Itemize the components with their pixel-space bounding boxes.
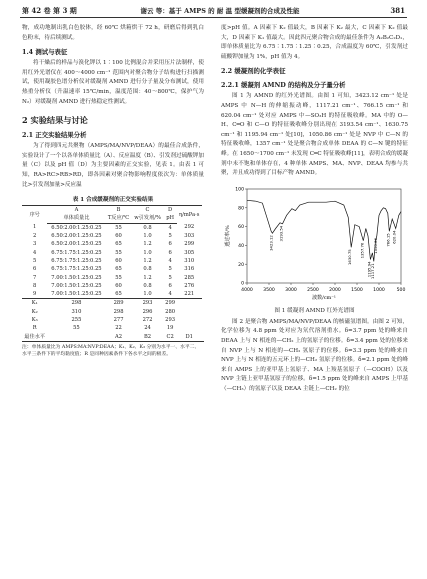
orthogonal-table [22,205,204,342]
table-cell: 6 [168,241,172,248]
peak-label: 3193.54 [278,225,284,242]
table-cell: 1.0 [143,233,152,240]
y-tick-label: 0 [241,281,244,287]
continued-paragraph: 度>pH 值。A 因素下 K₂ 值最大，B 因素下 K₂ 最大，C 因素下 K₂ 值最大，D 因素下 K₁ 值最大。因此四元聚合物合成的最佳条件为 A₂B₂C₂D₁，即单体质量比为 6.75∶1.75∶1.25∶0.25，合成温度为 60℃，引发剂过硫酸钾加量为 1%，pH 值为 4。 [221,25,408,60]
table-cell: 4 [168,291,172,298]
table-cell: 0.8 [143,282,152,289]
y-tick-label: 20 [238,262,244,268]
col-header-c: C [132,206,164,215]
table-cell: K₂ [31,308,38,315]
table-row [22,265,204,273]
table-cell: 6.75∶1.75∶1.25∶0.25 [51,266,102,273]
col-header-b: B [106,206,132,215]
table-cell: 19 [166,325,174,332]
col-sub-c: w引发剂/% [132,214,164,223]
table-cell: D1 [177,333,202,342]
table-cell: 4 [168,257,172,264]
peak-label: 1630.75 [347,248,353,265]
peak-label: 766.15 [385,233,391,247]
x-tick-label: 3500 [263,287,275,293]
header-rule [20,17,407,18]
peak-label: 1357.76 [359,242,365,259]
table-cell: 280 [165,308,176,315]
table-cell: 5 [168,274,172,281]
table-cell: 6.50∶2.00∶1.25∶0.25 [51,241,102,248]
table-cell: 299 [184,241,195,248]
table-summary-row [22,324,204,332]
table-cell: 6.50∶2.00∶1.25∶0.25 [51,224,102,231]
table-row [22,257,204,265]
y-tick-label: 60 [238,224,244,230]
table-row [22,223,204,232]
table-cell: 276 [184,282,195,289]
table-cell: 60 [115,233,122,240]
peak-label: 1050.86 [372,237,378,254]
table-cell: 4 [33,249,37,256]
table-cell: 1.0 [143,291,152,298]
peak-label: 3423.12 [268,234,274,251]
x-tick-label: 3000 [285,287,297,293]
table-cell: 221 [184,291,195,298]
table-summary-row [22,308,204,316]
table-cell: 60 [115,257,122,264]
page-header [0,0,427,18]
x-tick-label: 500 [396,287,406,293]
table-cell: 6 [168,282,172,289]
table-row [22,290,204,299]
section-2-2-1-text: 图 1 为 AMND 的红外光谱图。由图 1 可知，3423.12 cm⁻¹ 处是 AMPS 中 N—H 的伸缩振动峰，1117.21 cm⁻¹、766.15 cm⁻¹ 和 620.04 cm⁻¹ 处对应 AMPS 中—SO₃H 的特征吸收峰。MA 中的 O—H、C═O 和 C—O 的特征吸收峰分别出现在 3193.54 cm⁻¹、1630.75 cm⁻¹ 和 1195.94 cm⁻¹ 处[10]，1050.86 cm⁻¹ 处是 NVP 中 C—N 的特征吸收峰，1357 cm⁻¹ 处是聚合物合成单体 DEAA 的 C—N 键的特征峰。在 1650～1700 cm⁻¹ 未发现 C═C 特征吸收峰[11]，表明合成的缓凝剂中未不饱和单体存在，4 种单体 AMPS、MA、NVP、DEAA 均参与共聚，并且成功得到了目标产物 AMND。 [221,93,408,177]
table-cell: 298 [113,308,124,315]
section-1-4-text: 将干燥后的样品与溴化钾以 1∶100 比例混合并采用压片法制样，使用红外光谱仪在 400～4000 cm⁻¹ 范围内对聚合物分子结构进行扫描测试，使用凝胶色谱分析仪对缓凝剂 AMND 进行分子量及分布测试，使用热重分析仪（升温速率 15℃/min，温度范围：40～800℃，保护气为 N₂）对缓凝剂 AMND 进行热稳定性测试。 [22,60,204,105]
x-tick-label: 1500 [351,287,363,293]
table-cell: 55 [73,325,80,332]
table-cell: 316 [184,266,195,273]
table-cell: 5 [168,233,172,240]
table-cell: 60 [115,282,122,289]
table-summary-row [22,316,204,324]
right-column [221,24,408,394]
table-cell: C2 [164,333,177,342]
table-caption: 表 1 合成缓凝剂的正交实验结果 [72,197,154,204]
table-cell: A2 [106,333,132,342]
table-cell: 277 [113,316,124,323]
table-cell: 1 [33,224,37,231]
y-tick-label: 40 [238,243,244,249]
table-cell: 7 [33,274,37,281]
table-note: 注：单体质量比为 AMPS∶MA∶NVP∶DEAA；K₁、K₂、K₃ 分别为水平一、水平二、水平三条件下的平均黏度值；R 是同种因素条件下各水平之间的极差。 [22,344,200,358]
table-cell: 1.2 [143,257,152,264]
col-sub-a: 单体质量比 [47,214,105,223]
table-cell: 6.75∶1.75∶1.25∶0.25 [51,257,102,264]
table-cell: 5 [33,257,37,264]
col-header-a: A [47,206,105,215]
table-cell: B2 [132,333,164,342]
col-sub-d: pH [164,214,177,223]
table-cell: 7.00∶1.50∶1.25∶0.25 [51,274,102,281]
col-header-no: 序号 [22,206,47,224]
table-cell: 7.00∶1.50∶1.25∶0.25 [51,291,102,298]
col-sub-b: T反应/℃ [106,214,132,223]
table-cell: 65 [115,266,122,273]
table-cell: 3 [33,241,37,248]
page-number: 381 [390,6,405,15]
figure-caption: 图 1 缓凝剂 AMND 红外光谱图 [274,307,355,314]
section-2-2-title: 2.2 缓凝剂的化学表征 [221,67,286,76]
x-tick-label: 2500 [307,287,319,293]
table-cell: 310 [184,257,195,264]
peak-label: 1117.21 [369,263,375,279]
table-cell: K₁ [22,299,47,308]
table-cell: 289 [106,299,132,308]
table-cell: 1.2 [143,241,152,248]
spectrum-line [247,200,401,261]
table-row [22,282,204,290]
table-cell: 285 [184,274,195,281]
x-tick-label: 4000 [241,287,253,293]
x-axis-label: 波数/cm⁻¹ [312,294,336,301]
table-row [22,240,204,248]
table-cell: 5 [168,266,172,273]
section-2-1-text: 为了得到四元共聚物（AMPS/MA/NVP/DEAA）的最佳合成条件，实验设计了一个以各单体质量比（A）、反应温度（B）、引发剂过硫酸钾加量（C）以及 pH 值（D）为主要因素的正交实验，见表 1。由表 1 可知，RA>RC>RB>RD，即各因素对聚合物影响程度依次为：单体质量比>引发剂加量>反应温 [22,143,204,188]
table-cell: 55 [115,224,122,231]
table-cell: 4 [168,224,172,231]
section-2-2-1-title: 2.2.1 缓凝剂 AMND 的结构及分子量分析 [221,81,346,90]
running-title: 谢云 等：基于 AMPS 的 耐 温 型缓凝剂的合成及性能 [140,7,300,15]
x-tick-label: 1000 [373,287,385,293]
table-cell: 6 [168,249,172,256]
table-cell: 2 [33,233,37,240]
y-tick-label: 100 [235,187,244,193]
table-cell: 0.8 [143,266,152,273]
table-cell: 293 [165,316,176,323]
table-best-row [22,333,204,342]
table-cell: K₃ [31,316,38,323]
table-cell: 305 [184,249,195,256]
table-cell: 55 [115,274,122,281]
table-cell: 296 [142,308,153,315]
table-cell: R [32,325,37,332]
left-column [22,24,204,358]
table-cell: 0.8 [143,224,152,231]
peak-label: 620.04 [391,230,397,244]
journal-volume: 第 42 卷 第 3 期 [22,6,77,15]
table-row [22,249,204,257]
ir-spectrum-chart [221,183,408,305]
y-axis-label: 透过率/% [225,225,231,247]
table-cell: 303 [184,233,195,240]
table-cell: 299 [165,300,176,307]
table-cell: 8 [33,282,37,289]
table-cell: 293 [132,299,164,308]
section-1-4-title: 1.4 测试与表征 [22,48,68,57]
table-cell: 24 [144,325,151,332]
table-cell: 1.0 [143,249,152,256]
ir-spectrum-figure [221,183,408,305]
section-2-title: 2 实验结果与讨论 [22,115,88,126]
section-2-1-title: 2.1 正交实验结果分析 [22,131,87,140]
table-cell: 6.50∶2.00∶1.25∶0.25 [51,233,102,240]
table-cell: 292 [184,224,195,231]
col-header-viscosity: η/mPa·s [177,206,202,224]
table-cell: 298 [47,299,105,308]
best-level-label: 最佳水平 [22,333,47,342]
table-row [22,232,204,240]
peak-label: 1195.94 [366,261,372,277]
table-cell: 65 [115,291,122,298]
table-row [22,274,204,282]
y-tick-label: 80 [238,206,244,212]
table-cell: 255 [71,316,82,323]
table-cell: 7.00∶1.50∶1.25∶0.25 [51,282,102,289]
table-cell: 65 [115,241,122,248]
table-cell: 6.75∶1.75∶1.25∶0.25 [51,249,102,256]
x-tick-label: 2000 [329,287,341,293]
table-cell: 6 [33,266,37,273]
intro-paragraph: 物，成功地制出乳白色胶体，经 60℃ 烘箱烘干 72 h，研磨后得到乳白色粉末，待后续测试。 [22,25,204,41]
table-cell: 55 [115,249,122,256]
table-cell: 9 [33,291,37,298]
table-summary-row [22,299,204,308]
nmr-paragraph: 图 2 是聚合物 AMPS/MA/NVP/DEAA 的核磁氢谱图。由图 2 可知，化学位移为 4.8 ppm 处对应为氘代溶剂重水。δ=3.7 ppm 处的峰来自 DEAA 上与 N 相连的—CH₂ 上的氢原子的位移。δ=3.4 ppm 处的位移来自 NVP 上与 N 相连的—CH₂ 氢原子的位移。δ=3.3 ppm 处的峰来自 NVP 上与 N 相连的五元环上的—CH₂ 氢原子的位移。δ=2.1 ppm 处的峰来自 AMPS 上的亚甲基上氢原子、MA 上羧基氢原子（—COOH）以及 NVP 主链上亚甲基氢原子的位移。δ=1.5 ppm 处的峰来自 AMPS 上甲基（—CH₃）的氢原子以及 DEAA 主链上—CH₂ 的位 [221,318,408,392]
table-cell: 1.2 [143,274,152,281]
table-cell: 272 [142,316,153,323]
table-cell: 310 [71,308,82,315]
table-cell: 22 [115,325,122,332]
col-header-d: D [164,206,177,215]
